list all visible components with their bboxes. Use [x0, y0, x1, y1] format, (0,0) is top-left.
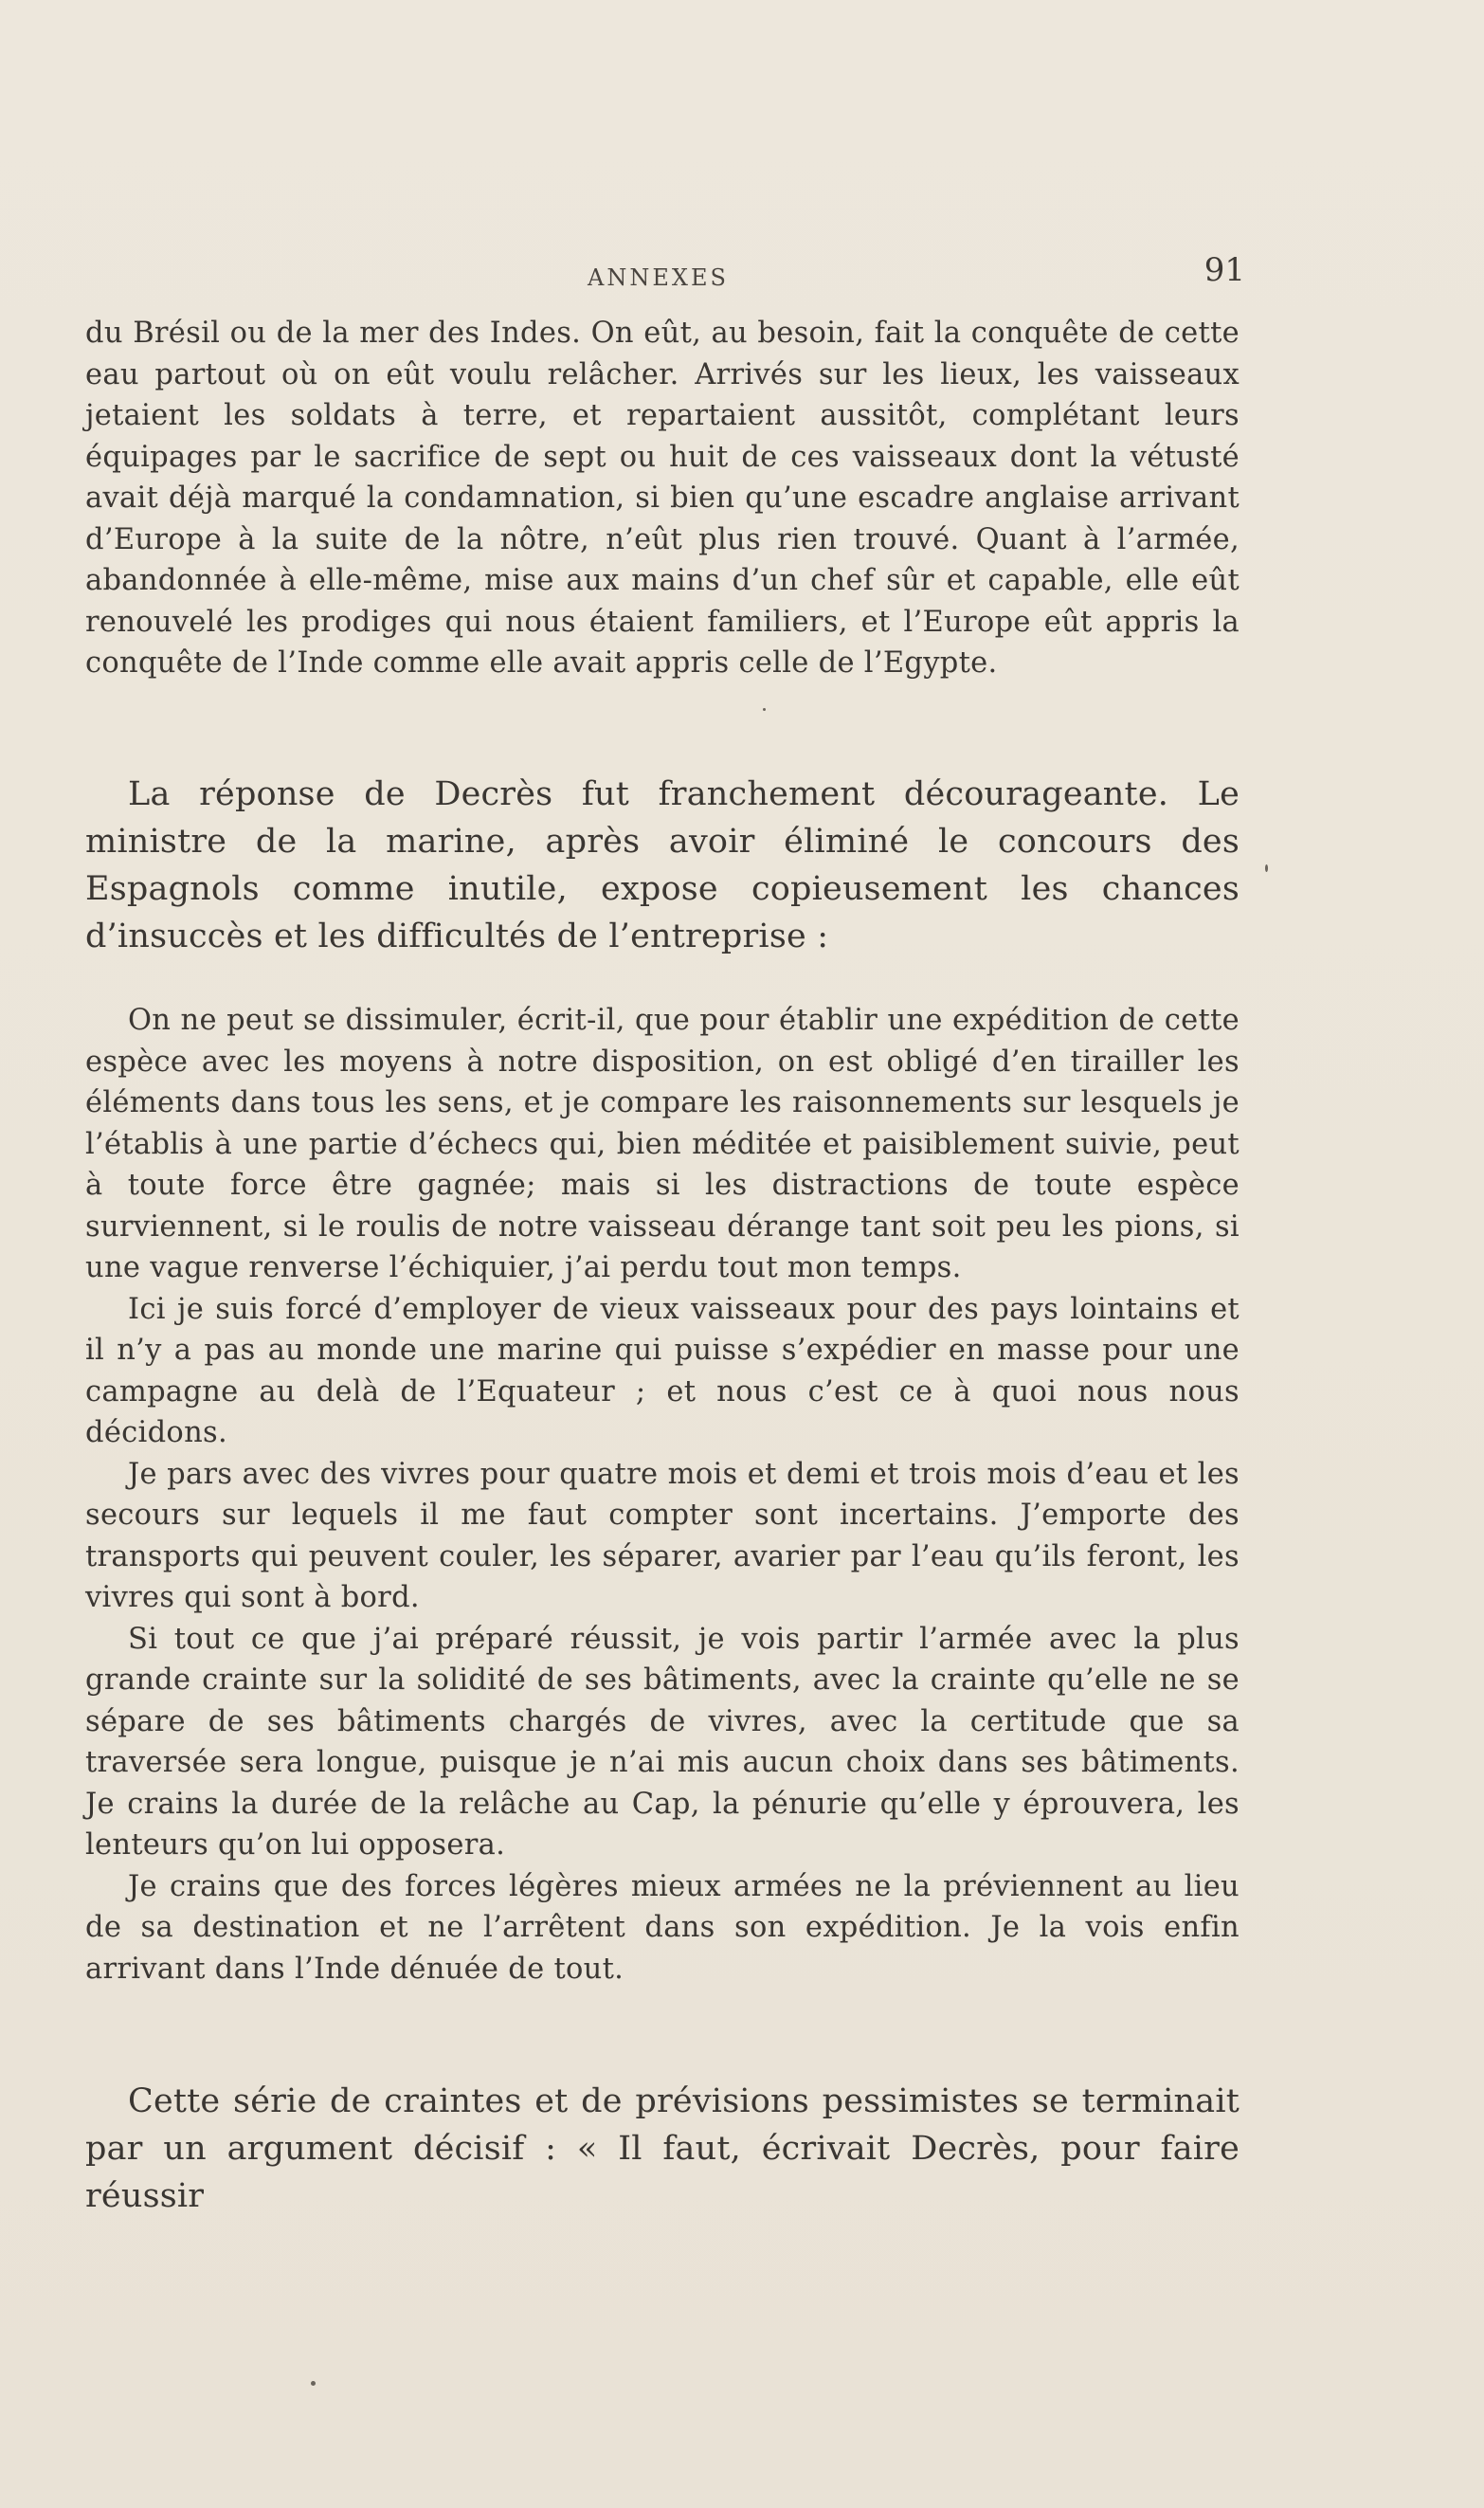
- running-title: ANNEXES: [588, 264, 729, 291]
- body-paragraph-2: Cette série de craintes et de prévisions pessimistes se terminait par un argument décisif : « Il faut, écrivait Decrès, pour faire réussir: [85, 2082, 1240, 2215]
- paper-speck: [311, 2381, 316, 2386]
- page-header: [85, 251, 1245, 291]
- quote-intro-block: [85, 313, 1240, 684]
- decres-quote-paragraph: Je pars avec des vivres pour quatre mois et demi et trois mois d’eau et les secours sur lequels il me faut compter sont incertains. J’emporte des transports qui peuvent couler, les séparer, avarier par l’eau qu’ils feront, les vivres qui sont à bord.: [85, 1457, 1240, 1614]
- quote-intro-text: du Brésil ou de la mer des Indes. On eût, au besoin, fait la conquête de cette eau partout où on eût voulu relâcher. Arrivés sur les lieux, les vaisseaux jetaient les soldats à terre, et repartaient aussitôt, complétant leurs équipages par le sacrifice de sept ou huit de ces vaisseaux dont la vétusté avait déjà marqué la condamnation, si bien qu’une escadre anglaise arrivant d’Europe à la suite de la nôtre, n’eût plus rien trouvé. Quant à l’armée, abandonnée à elle-même, mise aux mains d’un chef sûr et capable, elle eût renouvelé les prodiges qui nous étaient familiers, et l’Europe eût appris la conquête de l’Inde comme elle avait appris celle de l’Egypte.: [85, 317, 1240, 680]
- body-paragraph-1-block: [85, 771, 1240, 960]
- body-paragraph-2-block: [85, 2078, 1240, 2220]
- paper-speck: [763, 708, 766, 711]
- decres-quote-paragraph: On ne peut se dissimuler, écrit-il, que pour établir une expédition de cette espèce avec les moyens à notre disposition, on est obligé d’en tirailler les éléments dans tous les sens, et je compare les raisonnements sur lesquels je l’établis à une partie d’échecs qui, bien méditée et paisiblement suivie, peut à toute force être gagnée; mais si les distractions de toute espèce surviennent, si le roulis de notre vaisseau dérange tant soit peu les pions, si une vague renverse l’échiquier, j’ai perdu tout mon temps.: [85, 1004, 1240, 1284]
- body-paragraph-1: La réponse de Decrès fut franchement décourageante. Le ministre de la marine, après avoir éliminé le concours des Espagnols comme inutile, expose copieusement les chances d’insuccès et les difficultés de l’entreprise :: [85, 775, 1240, 955]
- page-number: 91: [1203, 251, 1245, 289]
- paper-speck: [1265, 864, 1268, 872]
- decres-quote-paragraph: Si tout ce que j’ai préparé réussit, je vois partir l’armée avec la plus grande crainte sur la solidité de ses bâtiments, avec la crainte qu’elle ne se sépare de ses bâtiments chargés de vivres, avec la certitude que sa traversée sera longue, puisque je n’ai mis aucun choix dans ses bâtiments. Je crains la durée de la relâche au Cap, la pénurie qu’elle y éprouvera, les lenteurs qu’on lui opposera.: [85, 1622, 1240, 1862]
- decres-quote-block: [85, 1000, 1240, 1990]
- decres-quote-paragraph: Je crains que des forces légères mieux armées ne la préviennent au lieu de sa destination et ne l’arrêtent dans son expédition. Je la vois enfin arrivant dans l’Inde dénuée de tout.: [85, 1869, 1240, 1986]
- decres-quote-paragraph: Ici je suis forcé d’employer de vieux vaisseaux pour des pays lointains et il n’y a pas au monde une marine qui puisse s’expédier en masse pour une campagne au delà de l’Equateur ; et nous c’est ce à quoi nous nous décidons.: [85, 1292, 1240, 1449]
